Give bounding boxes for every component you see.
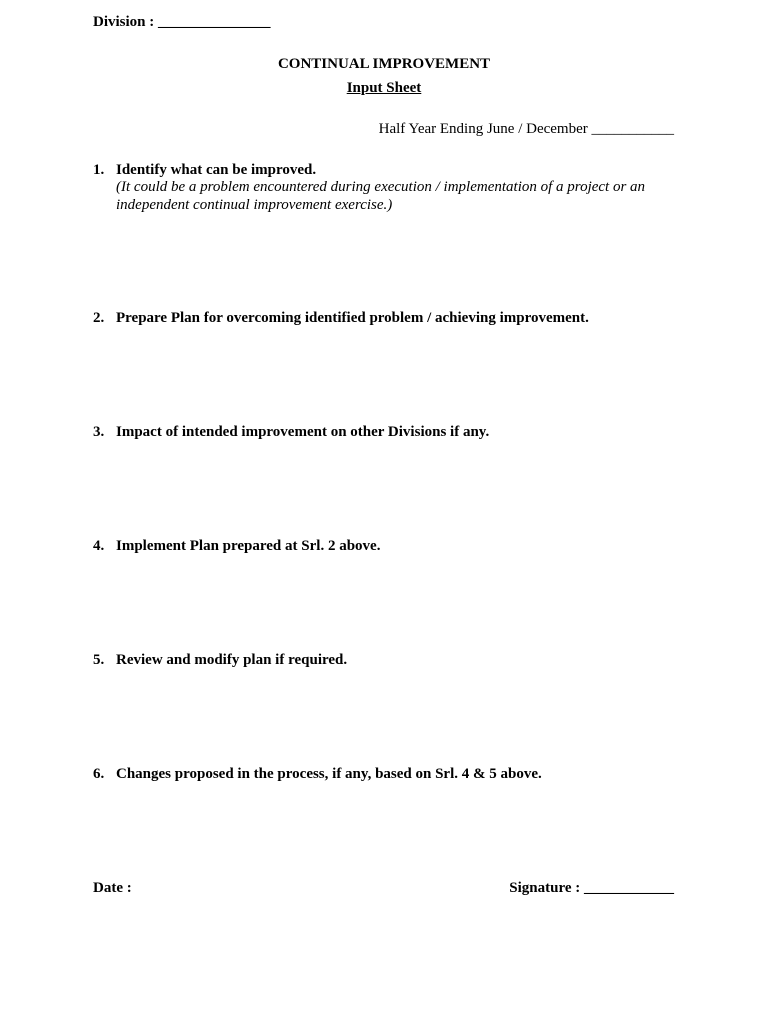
half-year-field: Half Year Ending June / December ___________ [378, 121, 674, 137]
item-1-note-line-1: (It could be a problem encountered during execution / implementation of a project or an [116, 179, 646, 195]
list-item-6 [93, 766, 542, 783]
division-field: Division : _______________ [93, 14, 271, 30]
list-item-3 [93, 424, 489, 441]
date-field: Date : [93, 880, 132, 896]
item-text: Review and modify plan if required. [116, 652, 348, 668]
item-1-note-line-2: independent continual improvement exercise.) [116, 197, 393, 213]
item-number: 2. [93, 310, 105, 326]
item-number: 3. [93, 424, 105, 440]
item-text: Identify what can be improved. [116, 162, 317, 178]
item-number: 5. [93, 652, 105, 668]
item-text: Implement Plan prepared at Srl. 2 above. [116, 538, 381, 554]
item-text: Changes proposed in the process, if any, based on Srl. 4 & 5 above. [116, 766, 542, 782]
list-item-2 [93, 310, 589, 327]
signature-field: Signature : ____________ [509, 880, 674, 896]
item-text: Impact of intended improvement on other Divisions if any. [116, 424, 490, 440]
list-item-5 [93, 652, 347, 669]
item-number: 6. [93, 766, 105, 782]
list-item-4 [93, 538, 380, 555]
list-item-1 [93, 162, 316, 179]
item-number: 1. [93, 162, 105, 178]
item-text: Prepare Plan for overcoming identified problem / achieving improvement. [116, 310, 589, 326]
document-subtitle: Input Sheet [346, 80, 422, 96]
document-title: CONTINUAL IMPROVEMENT [277, 56, 491, 72]
item-number: 4. [93, 538, 105, 554]
